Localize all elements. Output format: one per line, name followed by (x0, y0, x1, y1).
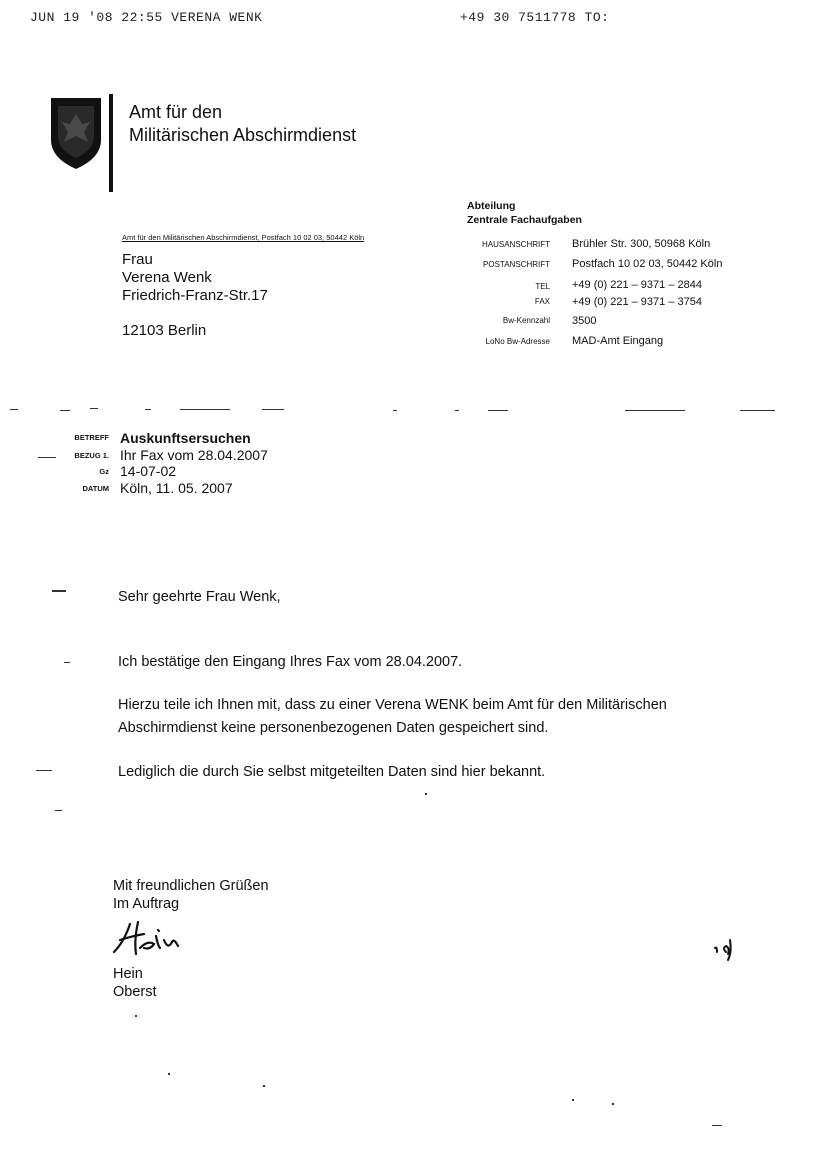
reference-value: 14-07-02 (120, 463, 177, 479)
contact-key: POSTANSCHRIFT (483, 260, 550, 269)
reference-value: Ihr Fax vom 28.04.2007 (120, 447, 268, 463)
contact-value: Brühler Str. 300, 50968 Köln (572, 238, 711, 250)
reference-key: BETREFF (74, 433, 109, 442)
reference-key: BEZUG 1. (74, 451, 109, 460)
recipient-street: Friedrich-Franz-Str.17 (122, 287, 268, 304)
signatory-rank: Oberst (113, 984, 157, 1000)
sender-organization (129, 101, 356, 147)
recipient-address (122, 251, 268, 305)
greeting: Sehr geehrte Frau Wenk, (118, 589, 281, 605)
contact-key: HAUSANSCHRIFT (481, 240, 550, 249)
reference-key: DATUM (82, 484, 109, 493)
contact-value: MAD-Amt Eingang (572, 335, 664, 347)
paragraph-2-line-2: Abschirmdienst keine personenbezogenen Daten gespeichert sind. (118, 720, 549, 736)
paragraph-2-line-1: Hierzu teile ich Ihnen mit, dass zu einer Verena WENK beim Amt für den Militärischen (118, 697, 667, 713)
contact-key: FAX (534, 297, 550, 306)
signatory (113, 965, 157, 1001)
sender-line-1: Amt für den (129, 102, 223, 122)
paragraph-1: Ich bestätige den Eingang Ihres Fax vom 28.04.2007. (118, 654, 463, 670)
reference-key: Gz (99, 467, 109, 476)
fax-header-left: JUN 19 '08 22:55 VERENA WENK (30, 10, 263, 25)
signatory-name: Hein (113, 966, 143, 982)
department-block (467, 199, 582, 227)
closing (113, 877, 269, 913)
reference-date: Köln, 11. 05. 2007 (120, 480, 233, 496)
fax-header-right: +49 30 7511778 TO: (460, 10, 610, 25)
recipient-city: 12103 Berlin (122, 322, 207, 339)
closing-line-1: Mit freundlichen Grüßen (113, 878, 269, 894)
contact-key: LoNo Bw-Adresse (485, 337, 550, 346)
sender-line-2: Militärischen Abschirmdienst (129, 125, 357, 145)
reference-subject: Auskunftsersuchen (120, 430, 251, 446)
recipient-name: Verena Wenk (122, 269, 212, 286)
margin-handwritten-mark (712, 938, 742, 962)
return-address: Amt für den Militärischen Abschirmdienst, Postfach 10 02 03, 50442 Köln (122, 233, 365, 242)
contact-key: TEL (535, 282, 550, 291)
contact-key: Bw-Kennzahl (502, 316, 550, 325)
department-label: Abteilung (467, 200, 516, 212)
closing-line-2: Im Auftrag (113, 896, 180, 912)
contact-value: +49 (0) 221 – 9371 – 3754 (572, 296, 702, 308)
contact-value: Postfach 10 02 03, 50442 Köln (572, 258, 723, 270)
fax-header (30, 10, 610, 25)
paragraph-3: Lediglich die durch Sie selbst mitgeteilten Daten sind hier bekannt. (118, 764, 546, 780)
department-name: Zentrale Fachaufgaben (467, 214, 582, 226)
contact-value: 3500 (572, 315, 597, 327)
recipient-salutation: Frau (122, 251, 153, 268)
federal-eagle-crest-icon (50, 96, 102, 170)
header-divider (109, 94, 113, 192)
contact-value: +49 (0) 221 – 9371 – 2844 (572, 279, 702, 291)
signature-image (110, 918, 185, 958)
